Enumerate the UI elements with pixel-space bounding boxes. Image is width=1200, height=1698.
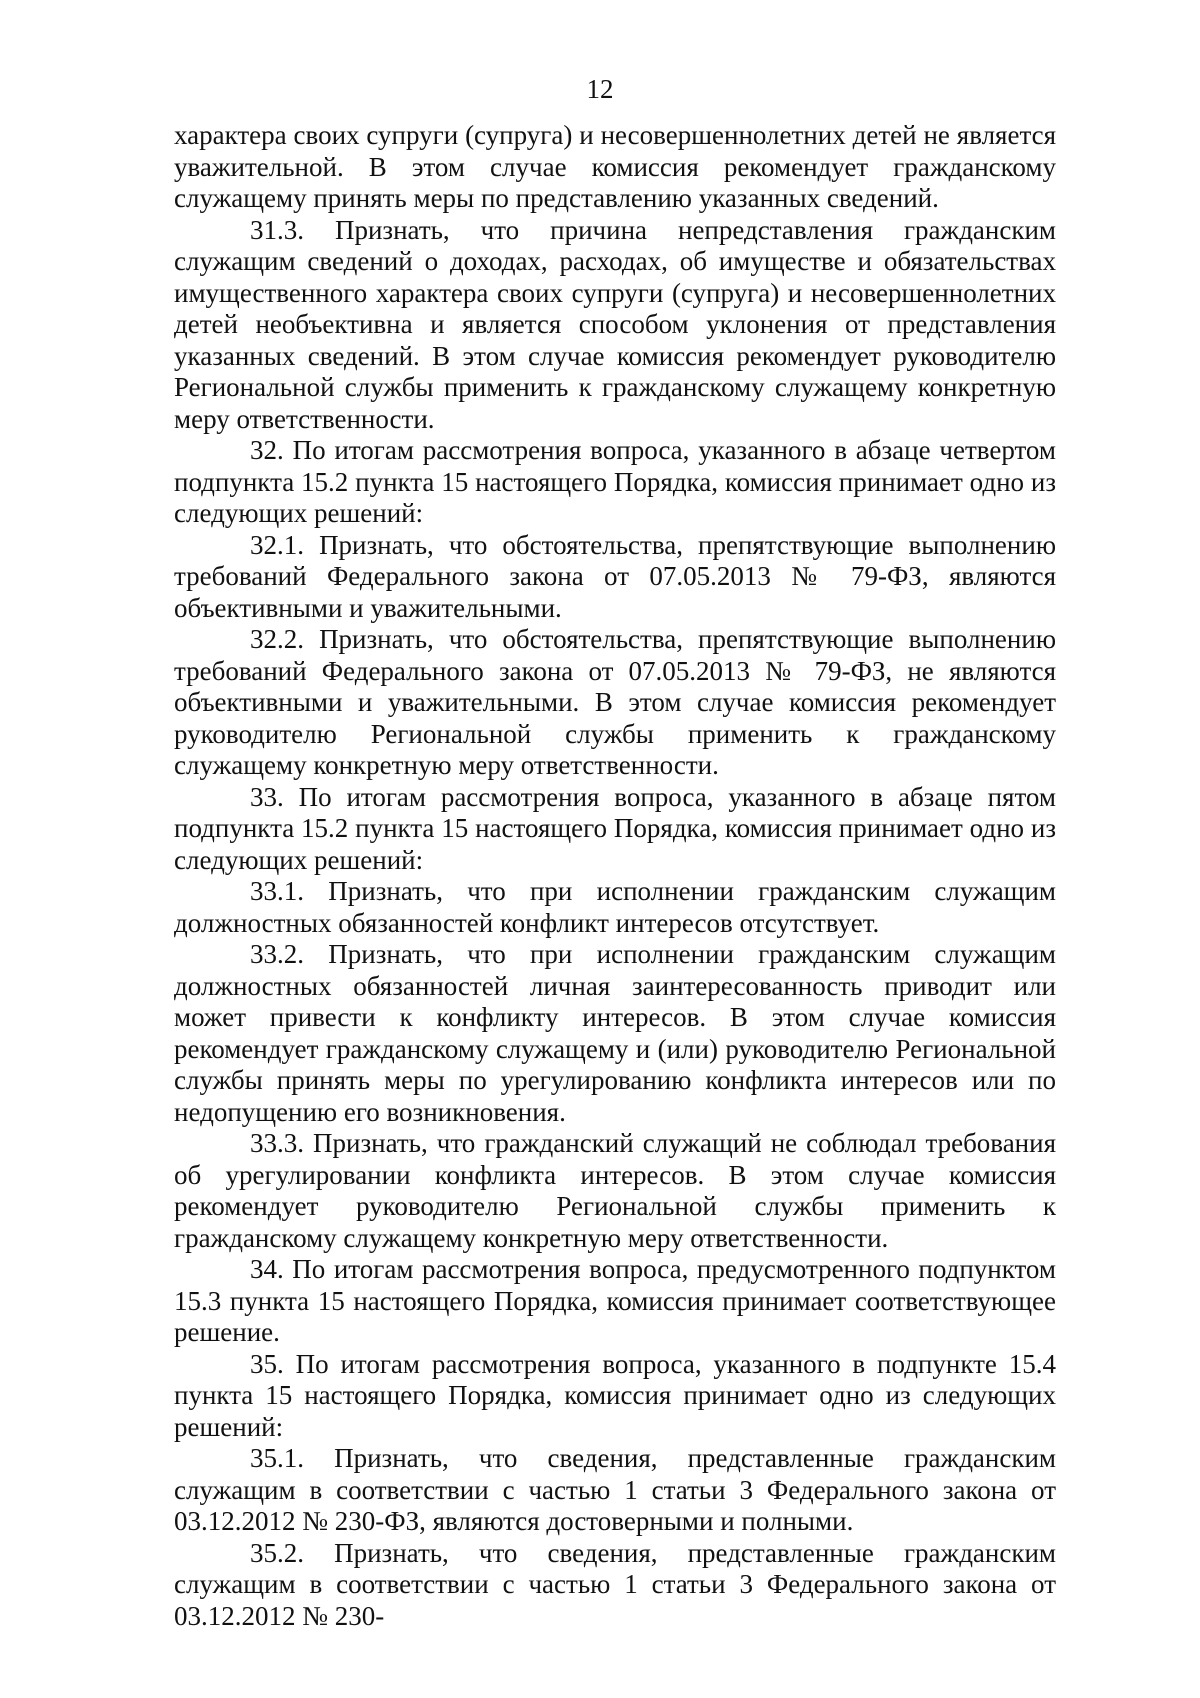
paragraph-32: 32. По итогам рассмотрения вопроса, указанного в абзаце четвертом подпункта 15.2 пункта 15 настоящего Порядка, комиссия принимает одно из следующих решений:	[174, 435, 1056, 528]
page-number: 12	[586, 74, 614, 104]
paragraph-35: 35. По итогам рассмотрения вопроса, указанного в подпункте 15.4 пункта 15 настоящего Порядка, комиссия принимает одно из следующих решений:	[174, 1348, 1056, 1442]
paragraph-35-1: 35.1. Признать, что сведения, представленные гражданским служащим в соответствии с частью 1 статьи 3 Федерального закона от 03.12.2012 № 230-ФЗ, являются достоверными и полными.	[174, 1443, 1056, 1536]
paragraph-33-3: 33.3. Признать, что гражданский служащий не соблюдал требования об урегулировании конфликта интересов. В этом случае комиссия рекомендует руководителю Региональной службы применить к гражданскому служащему конкретную меру ответственности.	[174, 1128, 1056, 1253]
paragraph-33-1: 33.1. Признать, что при исполнении гражданским служащим должностных обязанностей конфликт интересов отсутствует.	[174, 876, 1056, 938]
paragraph-32-2: 32.2. Признать, что обстоятельства, препятствующие выполнению требований Федерального закона от 07.05.2013 № 79-ФЗ, не являются объективными и уважительными. В этом случае комиссия рекомендует руководителю Региональной службы применить к гражданскому служащему конкретную меру ответственности.	[174, 624, 1056, 780]
paragraph-32-1: 32.1. Признать, что обстоятельства, препятствующие выполнению требований Федерального закона от 07.05.2013 № 79-ФЗ, являются объективными и уважительными.	[174, 529, 1056, 623]
paragraph-continuation: характера своих супруги (супруга) и несовершеннолетних детей не является уважительной. В этом случае комиссия рекомендует гражданскому служащему принять меры по представлению указанных сведений.	[174, 120, 1056, 213]
paragraph-33: 33. По итогам рассмотрения вопроса, указанного в абзаце пятом подпункта 15.2 пункта 15 настоящего Порядка, комиссия принимает одно из следующих решений:	[174, 781, 1056, 875]
paragraph-31-3: 31.3. Признать, что причина непредставления гражданским служащим сведений о доходах, расходах, об имуществе и обязательствах имущественного характера своих супруги (супруга) и несовершеннолетних детей необъективна и является способом уклонения от представления указанных сведений. В этом случае комиссия рекомендует руководителю Региональной службы применить к гражданскому служащему конкретную меру ответственности.	[174, 214, 1056, 434]
document-body	[174, 120, 1056, 1632]
paragraph-35-2: 35.2. Признать, что сведения, представленные гражданским служащим в соответствии с частью 1 статьи 3 Федерального закона от 03.12.2012 № 230-	[174, 1537, 1056, 1631]
paragraph-34: 34. По итогам рассмотрения вопроса, предусмотренного подпунктом 15.3 пункта 15 настоящего Порядка, комиссия принимает соответствующее решение.	[174, 1254, 1056, 1347]
paragraph-33-2: 33.2. Признать, что при исполнении гражданским служащим должностных обязанностей личная заинтересованность приводит или может привести к конфликту интересов. В этом случае комиссия рекомендует гражданскому служащему и (или) руководителю Региональной службы принять меры по урегулированию конфликта интересов или по недопущению его возникновения.	[174, 939, 1056, 1127]
